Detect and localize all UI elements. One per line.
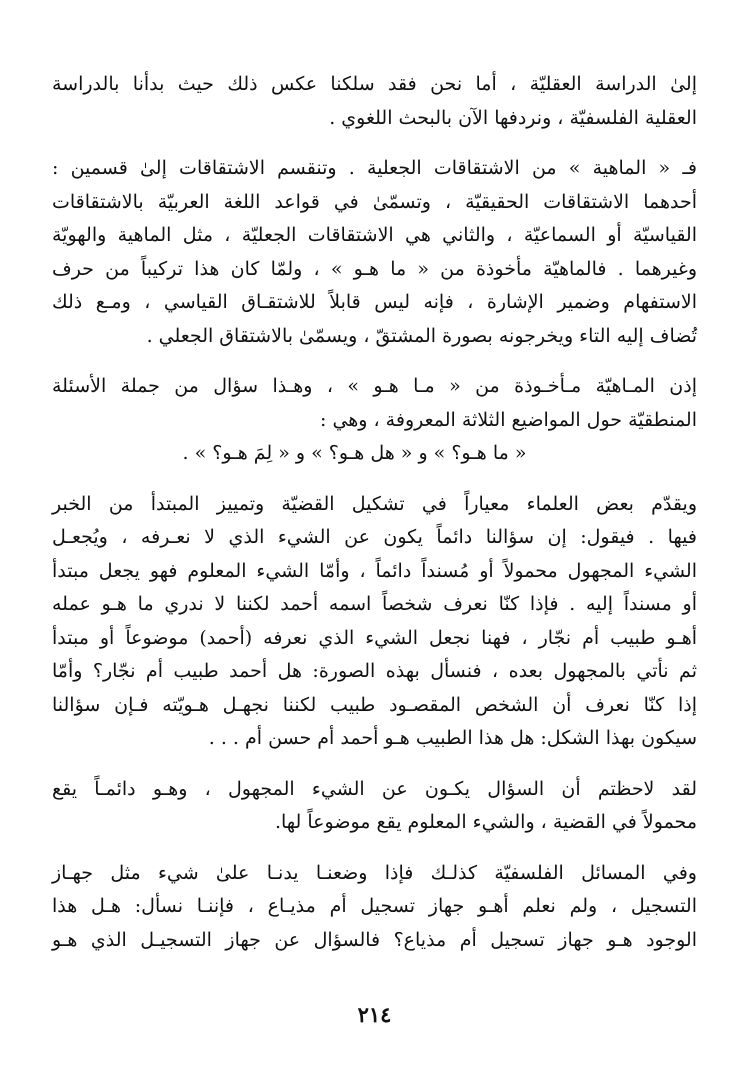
text-line: القياسيّة أو السماعيّة ، والثاني هي الاشتقاقات الجعليّة ، مثل الماهية والهويّة [52, 224, 697, 246]
text-line: الاستفهام وضمير الإشارة ، فإنه ليس قابلاً للاشتقـاق القياسي ، ومـع ذلك [52, 291, 697, 313]
text-line: الشيء المجهول محمولاً أو مُسنداً دائماً ، وأمّا الشيء المعلوم فهو يجعل مبتدأ [52, 559, 697, 582]
text-line: سيكون بهذا الشكل: هل هذا الطبيب هـو أحمد أم حسن أم . . . [208, 727, 697, 749]
text-line: الوجود هـو جهاز تسجيل أم مذياع؟ فالسؤال عن جهاز التسجيـل الذي هـو [52, 928, 697, 951]
text-line: وغيرهما . فالماهيّة مأخوذة من « ما هـو » ، ولمّا كان هذا تركيباً من حرف [52, 257, 697, 280]
text-line: ويقدّم بعض العلماء معياراً في تشكيل القضيّة وتمييز المبتدأ من الخبر [52, 492, 697, 515]
text-line: لقد لاحظتم أن السؤال يكـون عن الشيء المجهول ، وهـو دائمـاً يقع [52, 777, 697, 800]
paragraph-3 [52, 370, 697, 471]
text-line: أهـو طبيب أم نجّار ، فهنا نجعل الشيء الذي نعرفه (أحمد) موضوعاً أو مبتدأ [52, 626, 697, 649]
page-body [52, 68, 697, 957]
text-line: أحدهما الاشتقاقات الحقيقيّة ، وتسمّىٰ في قواعد اللغة العربيّة بالاشتقاقات [52, 190, 697, 213]
text-line: فـ « الماهية » من الاشتقاقات الجعلية . وتنقسم الاشتقاقات إلىٰ قسمين : [52, 157, 697, 179]
text-line: وفي المسائل الفلسفيّة كذلـك فإذا وضعنـا يدنـا علىٰ شيء مثل جهـاز [52, 861, 697, 884]
text-line: التسجيل ، ولم نعلم أهـو جهاز تسجيل أم مذيـاع ، فإننـا نسأل: هـل هذا [52, 895, 697, 917]
paragraph-5 [52, 773, 697, 840]
paragraph-4 [52, 488, 697, 756]
page-number: ٢١٤ [357, 1002, 392, 1027]
text-line: المنطقيّة حول المواضيع الثلاثة المعروفة ، وهي : [320, 408, 697, 431]
text-line: أو مسنداً إليه . فإذا كنّا نعرف شخصاً اسمه أحمد لكننا لا ندري ما هـو عمله [52, 593, 697, 615]
text-line: العقلية الفلسفيّة ، ونردفها الآن بالبحث اللغوي . [329, 106, 697, 129]
text-line: فيها . فيقول: إن سؤالنا دائماً يكون عن الشيء الذي لا نعـرفه ، ويُجعـل [52, 526, 697, 548]
paragraph-1 [52, 68, 697, 135]
paragraph-6 [52, 857, 697, 958]
text-line: محمولاً في القضية ، والشيء المعلوم يقع موضوعاً لها. [274, 811, 697, 833]
text-line: تُضاف إليه التاء ويخرجونه بصورة المشتقّ ، ويسمّىٰ بالاشتقاق الجعلي . [146, 324, 697, 347]
text-line: إذا كنّا نعرف أن الشخص المقصـود طبيب لكننا نجهـل هـويّته فـإن سؤالنا [52, 693, 697, 716]
paragraph-2 [52, 152, 697, 353]
questions-line: « ما هـو؟ » و « هل هـو؟ » و « لِمَ هـو؟ » . [182, 442, 527, 464]
text-line: ثم نأتي بالمجهول بعده ، فنسأل بهذه الصورة: هل أحمد طبيب أم نجّار؟ وأمّا [52, 660, 697, 682]
text-line: إلىٰ الدراسة العقليّة ، أما نحن فقد سلكنا عكس ذلك حيث بدأنا بالدراسة [52, 73, 697, 95]
text-line: إذن المـاهيّة مـأخـوذة من « مـا هـو » ، وهـذا سؤال من جملة الأسئلة [52, 375, 697, 397]
